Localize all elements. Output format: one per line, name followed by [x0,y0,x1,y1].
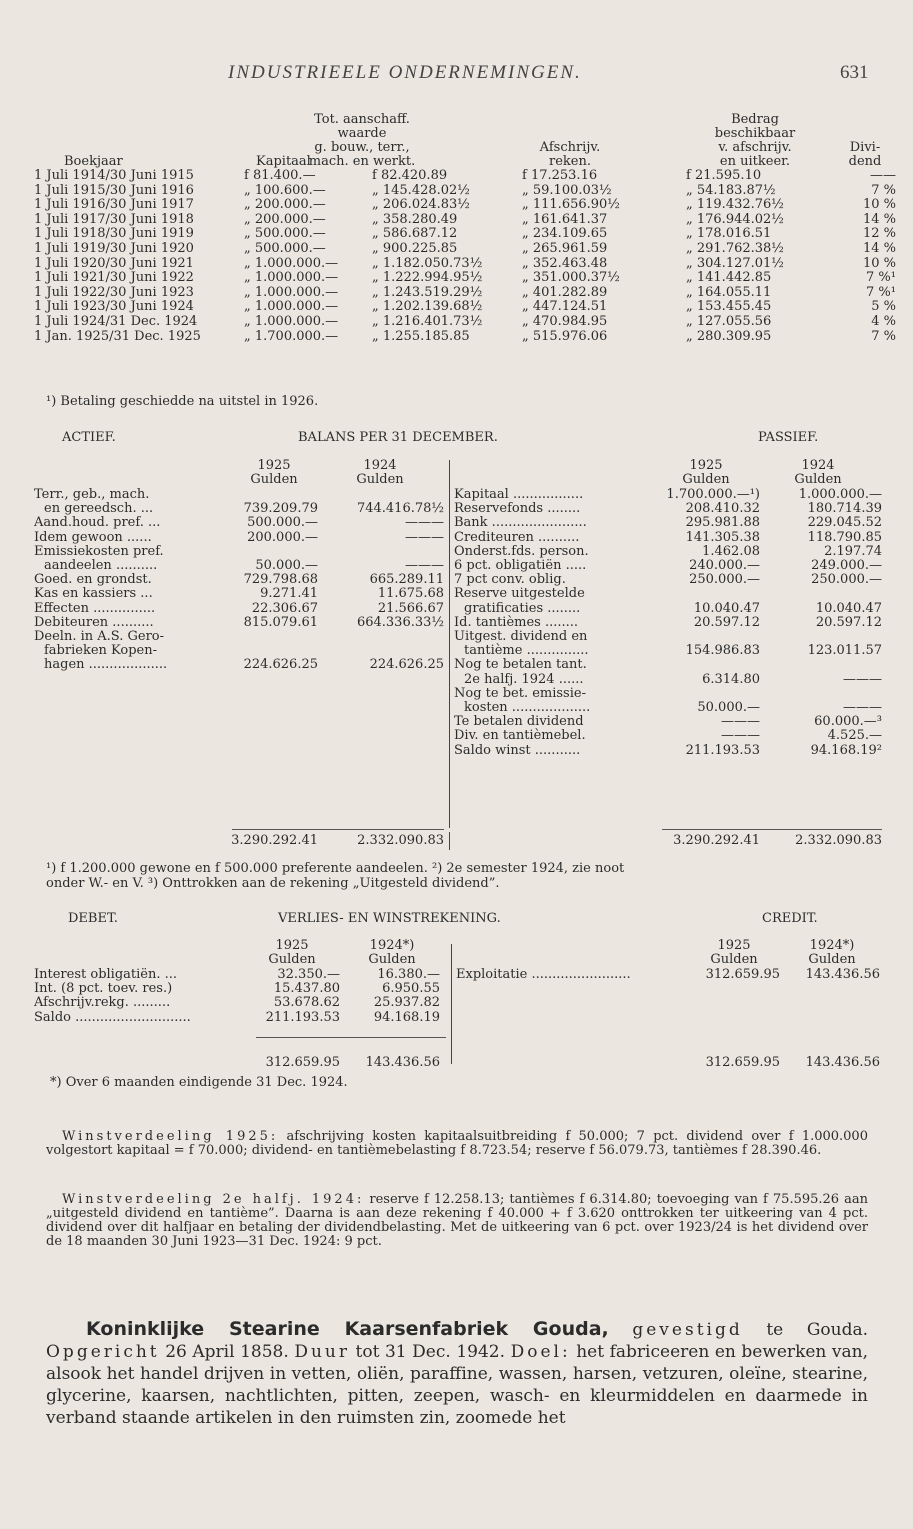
passief-item-value-2: 60.000.—³ [814,714,882,730]
credit-item-label: Exploitatie ........................ [456,967,631,982]
history-row-dividend: 7 %¹ [866,284,896,300]
history-row-depreciation: „ 470.984.95 [522,314,608,329]
history-row-available: „ 141.442.85 [686,270,772,286]
passief-item-label: Kapitaal ................. [454,487,584,502]
doel-label: Doel: [510,1342,571,1362]
passief-item-value-2: 4.525.— [827,728,882,744]
history-row-dividend: 14 % [862,241,896,256]
winstverdeeling-1925-label: Winstverdeeling 1925: [62,1129,279,1144]
history-row-total: „ 1.222.994.95½ [372,270,483,286]
credit-item-value-1: 312.659.95 [705,967,780,982]
history-row-total: „ 900.225.85 [372,241,458,256]
winstverdeeling-1925-text: afschrijving kosten kapitaalsuitbreiding f 50.000; 7 pct. dividend over f 1.000.000 volgestort kapitaal = f 70.000; dividend- en tantièmebelasting f 8.723.54; reserve f 56.079.73, tantièmes f 28.390.46. [46,1129,868,1158]
passief-item-value-2: 229.045.52 [807,515,882,531]
passief-year-1: 1925 [689,458,723,473]
actief-item-value-2: 665.289.11 [369,572,444,588]
debet-item-value-1: 211.193.53 [265,1009,340,1025]
passief-item-value-1: 240.000.— [689,558,760,573]
history-row-available: „ 54.183.87½ [686,182,776,198]
history-row-depreciation: „ 234.109.65 [522,226,608,242]
debet-unit-2: Gulden [368,952,416,967]
actief-item-label: Debiteuren .......... [34,614,154,630]
actief-item-value-2: 21.566.67 [377,600,444,616]
passief-item-value-2: 1.000.000.— [798,487,882,502]
passief-item-label: Saldo winst ........... [454,742,581,758]
actief-item-label: aandeelen .......... [44,558,158,573]
history-row-total: „ 1.202.139.68½ [372,299,483,315]
debet-item-label: Afschrijv.rekg. ......... [34,995,171,1011]
passief-item-label: Uitgest. dividend en [454,629,588,644]
passief-title: PASSIEF. [758,430,819,445]
history-row-capital: „ 100.600.— [244,182,326,198]
history-row-capital: „ 1.000.000.— [244,270,339,286]
actief-item-value-1: 500.000.— [247,515,318,531]
col-afs-l1: Afschrijv. [539,140,601,155]
actief-item-value-1: 739.209.79 [243,501,318,517]
history-row-capital: „ 500.000.— [244,241,326,256]
passief-item-label: Nog te betalen tant. [454,657,587,673]
founded-place: te Gouda. [742,1320,869,1340]
debet-item-label: Int. (8 pct. toev. res.) [34,981,173,997]
passief-item-value-1: 10.040.47 [693,600,760,616]
actief-item-value-1: 200.000.— [247,529,318,545]
history-row-capital: „ 1.000.000.— [244,284,339,300]
history-row-dividend: 14 % [862,211,896,227]
history-row-depreciation: „ 161.641.37 [522,211,608,227]
passief-item-label: 7 pct conv. oblig. [454,572,566,588]
actief-item-label: Aand.houd. pref. ... [34,515,161,531]
history-row-dividend: 7 %¹ [866,270,896,286]
doel-text: het fabriceeren en bewerken van, alsook het handel drijven in vetten, oliën, paraffine, wassen, harsen, vetzuren, oleïne, stearine, glycerine, kaarsen, nachtlichten, pitten, zeepen, wasch- en kleurmiddelen en daarmede in verband staande artikelen in den ruimsten zin, zoomede het [46,1342,869,1428]
debet-total-1: 312.659.95 [265,1055,340,1070]
col-tot-l2: waarde [337,126,387,141]
col-bed-l4: en uitkeer. [719,154,791,169]
opgericht-value: 26 April 1858. [159,1342,289,1362]
col-kapitaal: Kapitaal [256,154,311,169]
col-afs-l2: reken. [549,154,591,169]
history-row-capital: f 81.400.— [244,168,316,183]
passief-item-value-1: 154.986.83 [685,643,760,659]
debet-item-value-2: 25.937.82 [373,995,440,1011]
duur-label: Duur [294,1342,350,1362]
passief-item-value-2: ——— [843,671,882,687]
passief-item-value-1: 50.000.— [697,700,760,715]
opgericht-label: Opgericht [46,1342,160,1362]
passief-item-value-1: 211.193.53 [685,742,760,758]
page-number: 631 [840,62,869,83]
passief-item-label: Bank ....................... [454,515,587,531]
passief-item-label: Div. en tantièmebel. [454,728,586,744]
col-div-l1: Divi- [849,140,881,155]
actief-item-value-1: 9.271.41 [260,586,318,602]
passief-total-1: 3.290.292.41 [673,833,760,848]
history-row-available: „ 119.432.76½ [686,197,784,213]
history-row-dividend: 5 % [871,299,896,315]
history-row-dividend: 10 % [862,197,896,213]
history-row-available: f 21.595.10 [686,168,762,183]
passief-item-label: tantième ............... [464,643,589,659]
debet-item-value-1: 32.350.— [277,967,340,982]
history-row-available: „ 127.055.56 [686,314,772,329]
col-boekjaar: Boekjaar [64,154,123,169]
debet-item-value-2: 16.380.— [377,967,440,982]
passief-item-value-1: 6.314.80 [702,671,760,687]
history-row-depreciation: „ 401.282.89 [522,284,608,300]
actief-item-value-2: ——— [405,558,444,573]
actief-item-label: hagen ................... [44,657,168,673]
history-row-dividend: 4 % [871,314,896,329]
actief-item-value-1: 50.000.— [255,558,318,573]
actief-item-label: Kas en kassiers ... [34,586,153,602]
history-row-total: „ 586.687.12 [372,226,458,242]
running-header: INDUSTRIEELE ONDERNEMINGEN. [228,62,582,83]
history-row-year: 1 Jan. 1925/31 Dec. 1925 [34,328,201,344]
history-row-year: 1 Juli 1917/30 Juni 1918 [34,211,194,227]
history-row-total: „ 145.428.02½ [372,182,470,198]
actief-item-value-2: 744.416.78½ [356,501,444,517]
passief-item-value-1: 20.597.12 [693,614,760,630]
history-row-capital: „ 1.000.000.— [244,299,339,315]
history-row-year: 1 Juli 1922/30 Juni 1923 [34,284,194,300]
history-row-depreciation: f 17.253.16 [522,168,598,183]
founded-label: gevestigd [632,1320,743,1340]
col-tot-l4: mach. en werkt. [308,154,416,169]
passief-item-label: 6 pct. obligatiën ..... [454,558,587,573]
history-row-year: 1 Juli 1915/30 Juni 1916 [34,182,194,198]
company-name: Koninklijke Stearine Kaarsenfabriek Gouda, [86,1318,609,1340]
passief-item-value-1: 1.462.08 [702,543,760,559]
debet-year-1: 1925 [275,938,309,953]
passief-item-value-2: 10.040.47 [815,600,882,616]
passief-item-value-2: 118.790.85 [807,529,882,545]
actief-item-value-2: 224.626.25 [369,657,444,673]
vw-title: VERLIES- EN WINSTREKENING. [278,911,501,926]
passief-item-label: Id. tantièmes ........ [454,614,579,630]
passief-total-2: 2.332.090.83 [795,833,882,848]
history-row-total: „ 1.243.519.29½ [372,284,483,300]
history-row-depreciation: „ 515.976.06 [522,328,608,344]
credit-total-1: 312.659.95 [705,1055,780,1070]
actief-item-value-2: ——— [405,515,444,531]
debet-item-label: Saldo ............................ [34,1009,191,1025]
history-row-depreciation: „ 265.961.59 [522,241,608,256]
history-row-capital: „ 1.000.000.— [244,314,339,329]
passief-item-label: Crediteuren .......... [454,529,580,545]
history-row-total: „ 1.255.185.85 [372,328,470,344]
debet-year-2: 1924*) [369,938,415,953]
history-row-dividend: —— [870,168,896,183]
credit-unit-2: Gulden [808,952,856,967]
actief-year-1: 1925 [257,458,291,473]
vw-divider [451,944,452,1064]
actief-item-value-1: 815.079.61 [243,614,318,630]
credit-item-value-2: 143.436.56 [805,967,880,982]
passief-item-label: Nog te bet. emissie- [454,685,586,701]
history-row-total: „ 206.024.83½ [372,197,470,213]
history-row-year: 1 Juli 1921/30 Juni 1922 [34,270,194,286]
balans-footnote-2: onder W.- en V. ³) Onttrokken aan de rekening „Uitgesteld dividend”. [46,876,500,891]
history-row-available: „ 291.762.38½ [686,241,784,256]
passief-item-value-2: 94.168.19² [810,742,882,758]
history-row-total: f 82.420.89 [372,168,448,183]
passief-item-value-2: 2.197.74 [824,543,882,559]
actief-title: ACTIEF. [62,430,116,445]
passief-item-label: Reserve uitgestelde [454,586,585,602]
passief-item-value-1: 295.981.88 [685,515,760,531]
history-row-year: 1 Juli 1924/31 Dec. 1924 [34,314,198,329]
passief-item-label: gratificaties ........ [464,600,581,616]
history-row-depreciation: „ 59.100.03½ [522,182,612,198]
debet-title: DEBET. [68,911,118,926]
col-bed-l3: v. afschrijv. [718,140,792,155]
debet-unit-1: Gulden [268,952,316,967]
actief-item-value-2: 11.675.68 [377,586,444,602]
winstverdeeling-1925 [46,1130,868,1158]
actief-item-value-1: 22.306.67 [251,600,318,616]
passief-item-value-1: 208.410.32 [685,501,760,517]
debet-item-value-2: 6.950.55 [382,981,440,997]
actief-item-label: Terr., geb., mach. [34,487,150,502]
history-footnote: ¹) Betaling geschiedde na uitstel in 1926. [46,394,319,409]
debet-total-2: 143.436.56 [365,1055,440,1070]
history-row-capital: „ 200.000.— [244,211,326,227]
winstverdeeling-1924-text: reserve f 12.258.13; tantièmes f 6.314.80; toevoeging van f 75.595.26 aan „uitgesteld dividend en tantième”. Daarna is aan deze rekening f 40.000 + f 3.620 onttrokken ter uitkeering van 4 pct. dividend over dit halfjaar en betaling der dividendbelasting. Met de uitkeering van 6 pct. over 1923/24 is het dividend over de 18 maanden 30 Juni 1923—31 Dec. 1924: 9 pct. [46,1192,868,1249]
history-row-capital: „ 1.000.000.— [244,255,339,271]
history-row-available: „ 304.127.01½ [686,255,784,271]
actief-item-label: Deeln. in A.S. Gero- [34,629,165,644]
duur-value: tot 31 Dec. 1942. [349,1342,506,1362]
history-row-total: „ 1.216.401.73½ [372,314,483,329]
credit-title: CREDIT. [762,911,818,926]
history-row-available: „ 280.309.95 [686,328,772,344]
winstverdeeling-1924-label: Winstverdeeling 2e halfj. 1924: [62,1192,365,1207]
passief-item-label: 2e halfj. 1924 ...... [464,671,584,687]
history-row-depreciation: „ 351.000.37½ [522,270,620,286]
passief-item-value-2: 250.000.— [811,572,882,588]
history-row-depreciation: „ 111.656.90½ [522,197,620,213]
debet-item-value-1: 53.678.62 [273,995,340,1011]
history-row-available: „ 176.944.02½ [686,211,784,227]
passief-unit-2: Gulden [794,472,842,487]
actief-unit-2: Gulden [356,472,404,487]
balans-footnote-1: ¹) f 1.200.000 gewone en f 500.000 preferente aandeelen. ²) 2e semester 1924, zie noot [46,861,625,876]
history-row-dividend: 12 % [862,226,896,242]
actief-item-value-2: ——— [405,529,444,545]
history-row-dividend: 7 % [871,328,896,344]
history-row-year: 1 Juli 1918/30 Juni 1919 [34,226,194,242]
debet-item-label: Interest obligatiën. ... [34,967,178,982]
passief-total-rule [662,829,882,830]
history-row-capital: „ 200.000.— [244,197,326,213]
col-bed-l1: Bedrag [731,112,779,127]
passief-item-value-2: ——— [843,700,882,715]
history-row-capital: „ 500.000.— [244,226,326,242]
passief-unit-1: Gulden [682,472,730,487]
credit-total-2: 143.436.56 [805,1055,880,1070]
passief-item-value-1: ——— [721,714,760,730]
balans-title: BALANS PER 31 DECEMBER. [298,430,498,445]
passief-item-label: Te betalen dividend [454,714,584,730]
vw-footnote: *) Over 6 maanden eindigende 31 Dec. 1924. [50,1075,348,1090]
col-div-l2: dend [848,154,882,169]
history-row-capital: „ 1.700.000.— [244,328,339,344]
actief-item-label: Effecten ............... [34,600,156,616]
actief-year-2: 1924 [363,458,397,473]
actief-unit-1: Gulden [250,472,298,487]
passief-item-value-2: 249.000.— [811,558,882,573]
actief-total-rule [232,829,444,830]
actief-item-label: Idem gewoon ...... [34,529,152,545]
debet-item-value-1: 15.437.80 [273,981,340,997]
history-row-dividend: 10 % [862,255,896,271]
passief-item-label: Reservefonds ........ [454,501,581,517]
col-bed-l2: beschikbaar [714,126,796,141]
credit-unit-1: Gulden [710,952,758,967]
actief-item-value-1: 729.798.68 [243,572,318,588]
passief-item-value-1: ——— [721,728,760,744]
history-row-available: „ 153.455.45 [686,299,772,315]
history-row-dividend: 7 % [871,182,896,198]
company-entry [46,1318,868,1429]
passief-item-label: Onderst.fds. person. [454,543,589,559]
passief-item-value-2: 20.597.12 [815,614,882,630]
history-row-year: 1 Juli 1914/30 Juni 1915 [34,168,194,183]
passief-item-value-2: 180.714.39 [807,501,882,517]
history-row-total: „ 1.182.050.73½ [372,255,483,271]
debet-item-value-2: 94.168.19 [373,1009,440,1025]
credit-year-1: 1925 [717,938,751,953]
history-row-depreciation: „ 352.463.48 [522,255,608,271]
history-row-year: 1 Juli 1916/30 Juni 1917 [34,197,194,213]
passief-item-label: kosten ................... [464,700,591,715]
passief-item-value-1: 250.000.— [689,572,760,588]
history-row-available: „ 178.016.51 [686,226,772,242]
history-row-available: „ 164.055.11 [686,284,772,300]
passief-year-2: 1924 [801,458,835,473]
actief-item-label: fabrieken Kopen- [44,643,157,659]
actief-item-label: en gereedsch. ... [44,501,154,517]
actief-total-1: 3.290.292.41 [231,833,318,848]
passief-item-value-2: 123.011.57 [807,643,882,659]
balans-total-divider [449,832,450,850]
actief-item-value-2: 664.336.33½ [356,614,444,630]
passief-item-value-1: 141.305.38 [685,529,760,545]
history-row-depreciation: „ 447.124.51 [522,299,608,315]
passief-item-value-1: 1.700.000.—¹) [666,487,760,502]
col-tot-l3: g. bouw., terr., [314,140,410,155]
actief-item-value-1: 224.626.25 [243,657,318,673]
actief-item-label: Emissiekosten pref. [34,543,164,559]
col-tot-l1: Tot. aanschaff. [314,112,410,127]
credit-year-2: 1924*) [809,938,855,953]
history-row-year: 1 Juli 1920/30 Juni 1921 [34,255,194,271]
debet-total-rule [256,1037,446,1038]
history-row-total: „ 358.280.49 [372,211,458,227]
balans-divider [449,460,450,828]
history-row-year: 1 Juli 1919/30 Juni 1920 [34,241,194,256]
winstverdeeling-1924 [46,1193,868,1249]
history-row-year: 1 Juli 1923/30 Juni 1924 [34,299,194,315]
actief-total-2: 2.332.090.83 [357,833,444,848]
actief-item-label: Goed. en grondst. [34,572,152,588]
